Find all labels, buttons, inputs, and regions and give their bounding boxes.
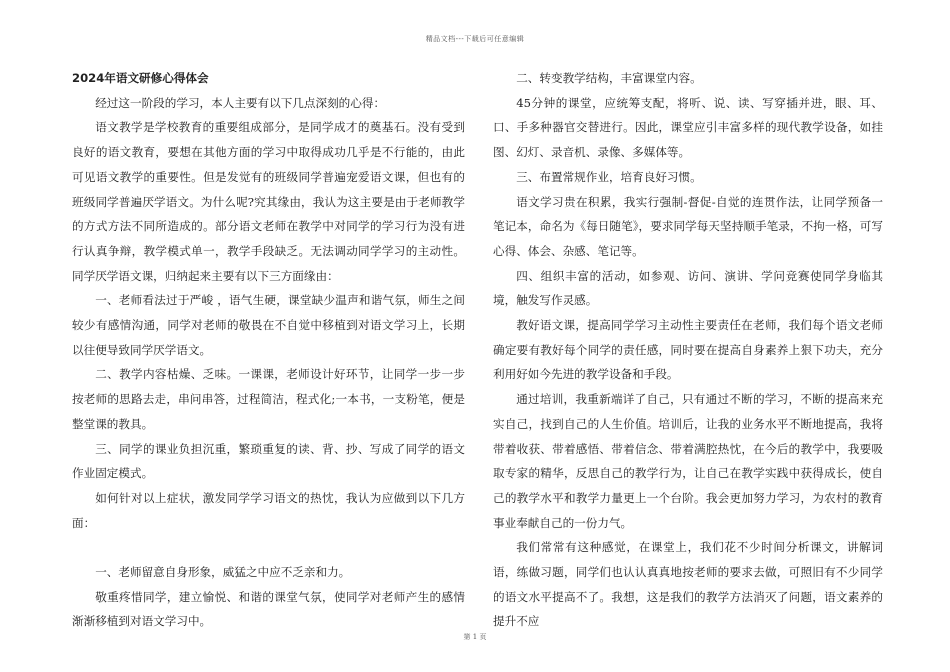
paragraph: 语文教学是学校教育的重要组成部分，是同学成才的奠基石。没有受到良好的语文教育，要想在其他方面的学习中取得成功几乎是不行能的，由此可见语文教学的重要性。但是发觉有的班级同学普遍宠爱语文课，但也有的班级同学普遍厌学语文。为什么呢?究其缘由，我认为这主要是由于老师教学的方式方法不同所造成的。部分语文老师在教学中对同学的学习行为没有进行认真争辩，教学模式单一，教学手段缺乏。无法调动同学学习的主动性。同学厌学语文课，归纳起来主要有以下三方面缘由： xyxy=(72,120,465,283)
page-footer: 第 1 页 xyxy=(463,633,487,641)
paragraph: 经过这一阶段的学习，本人主要有以下几点深刻的心得： xyxy=(95,95,386,110)
paragraph: 二、教学内容枯燥、乏味。一课课，老师设计好环节，让同学一步一步按老师的思路去走，串问串答，过程简洁，程式化;一本书，一支粉笔，便是整堂课的教具。 xyxy=(72,367,465,431)
paragraph: 四、组织丰富的活动，如参观、访问、演讲、学问竞赛使同学身临其境，触发写作灵感。 xyxy=(493,268,883,308)
left-column xyxy=(72,66,465,634)
paragraph: 敬重疼惜同学，建立愉悦、和谐的课堂气氛，使同学对老师产生的感情 渐渐移植到对语文学习中。 xyxy=(72,589,465,629)
paragraph: 一、老师留意自身形象，威猛之中应不乏亲和力。 xyxy=(95,565,351,580)
paragraph: 三、同学的课业负担沉重，繁琐重复的读、背、抄、写成了同学的语文作业固定模式。 xyxy=(72,441,465,481)
paragraph: 语文学习贵在积累，我实行强制-督促-自觉的连贯作法，让同学预备一笔记本，命名为《每日随笔》，要求同学每天坚持顺手笔录，不拘一格，可写心得、体会、杂感、笔记等。 xyxy=(493,194,883,258)
paragraph: 教好语文课，提高同学学习主动性主要责任在老师，我们每个语文老师确定要有教好每个同学的责任感，同时要在提高自身素养上狠下功夫，充分利用好如今先进的教学设备和手段。 xyxy=(493,318,883,382)
paragraph: 一、老师看法过于严峻 ，语气生硬，课堂缺少温声和谐气氛，师生之间较少有感情沟通，同学对老师的敬畏在不自觉中移植到对语文学习上，长期以往便导致同学厌学语文。 xyxy=(72,293,465,357)
paragraph: 如何针对以上症状，激发同学学习语文的热忱，我认为应做到以下几方面： xyxy=(72,490,465,530)
paragraph: 三、布置常规作业，培育良好习惯。 xyxy=(516,169,702,184)
blank-line xyxy=(72,535,465,560)
paragraph: 二、转变教学结构，丰富课堂内容。 xyxy=(516,71,702,85)
right-column xyxy=(493,66,883,634)
page-header: 精品文档---下载后可任意编辑 xyxy=(425,35,525,43)
paragraph: 45分钟的课堂，应统筹支配，将听、说、读、写穿插并进，眼、耳、口、手多种器官交替进行。因此，课堂应引丰富多样的现代教学设备，如挂图、幻灯、录音机、录像、多媒体等。 xyxy=(493,95,883,160)
document-title: 2024年语文研修心得体会 xyxy=(72,71,209,85)
paragraph: 我们常常有这种感觉，在课堂上，我们花不少时间分析课文，讲解词语，练做习题，同学们也认认真真地按老师的要求去做，可照旧有不少同学的语文水平提高不了。我想，这是我们的教学方法消灭了问题，语文素养的提升不应 xyxy=(493,540,883,629)
paragraph: 通过培训，我重新端详了自己，只有通过不断的学习，不断的提高来充实自己，找到自己的人生价值。培训后，让我的业务水平不断地提高，我将带着收获、带着感悟、带着信念、带着满腔热忱，在今后的教学中，我要吸取专家的精华，反思自己的教学行为，让自己在教学实践中获得成长，使自己的教学水平和教学力量更上一个台阶。我会更加努力学习，为农村的教育事业奉献自己的一份力气。 xyxy=(493,392,883,530)
